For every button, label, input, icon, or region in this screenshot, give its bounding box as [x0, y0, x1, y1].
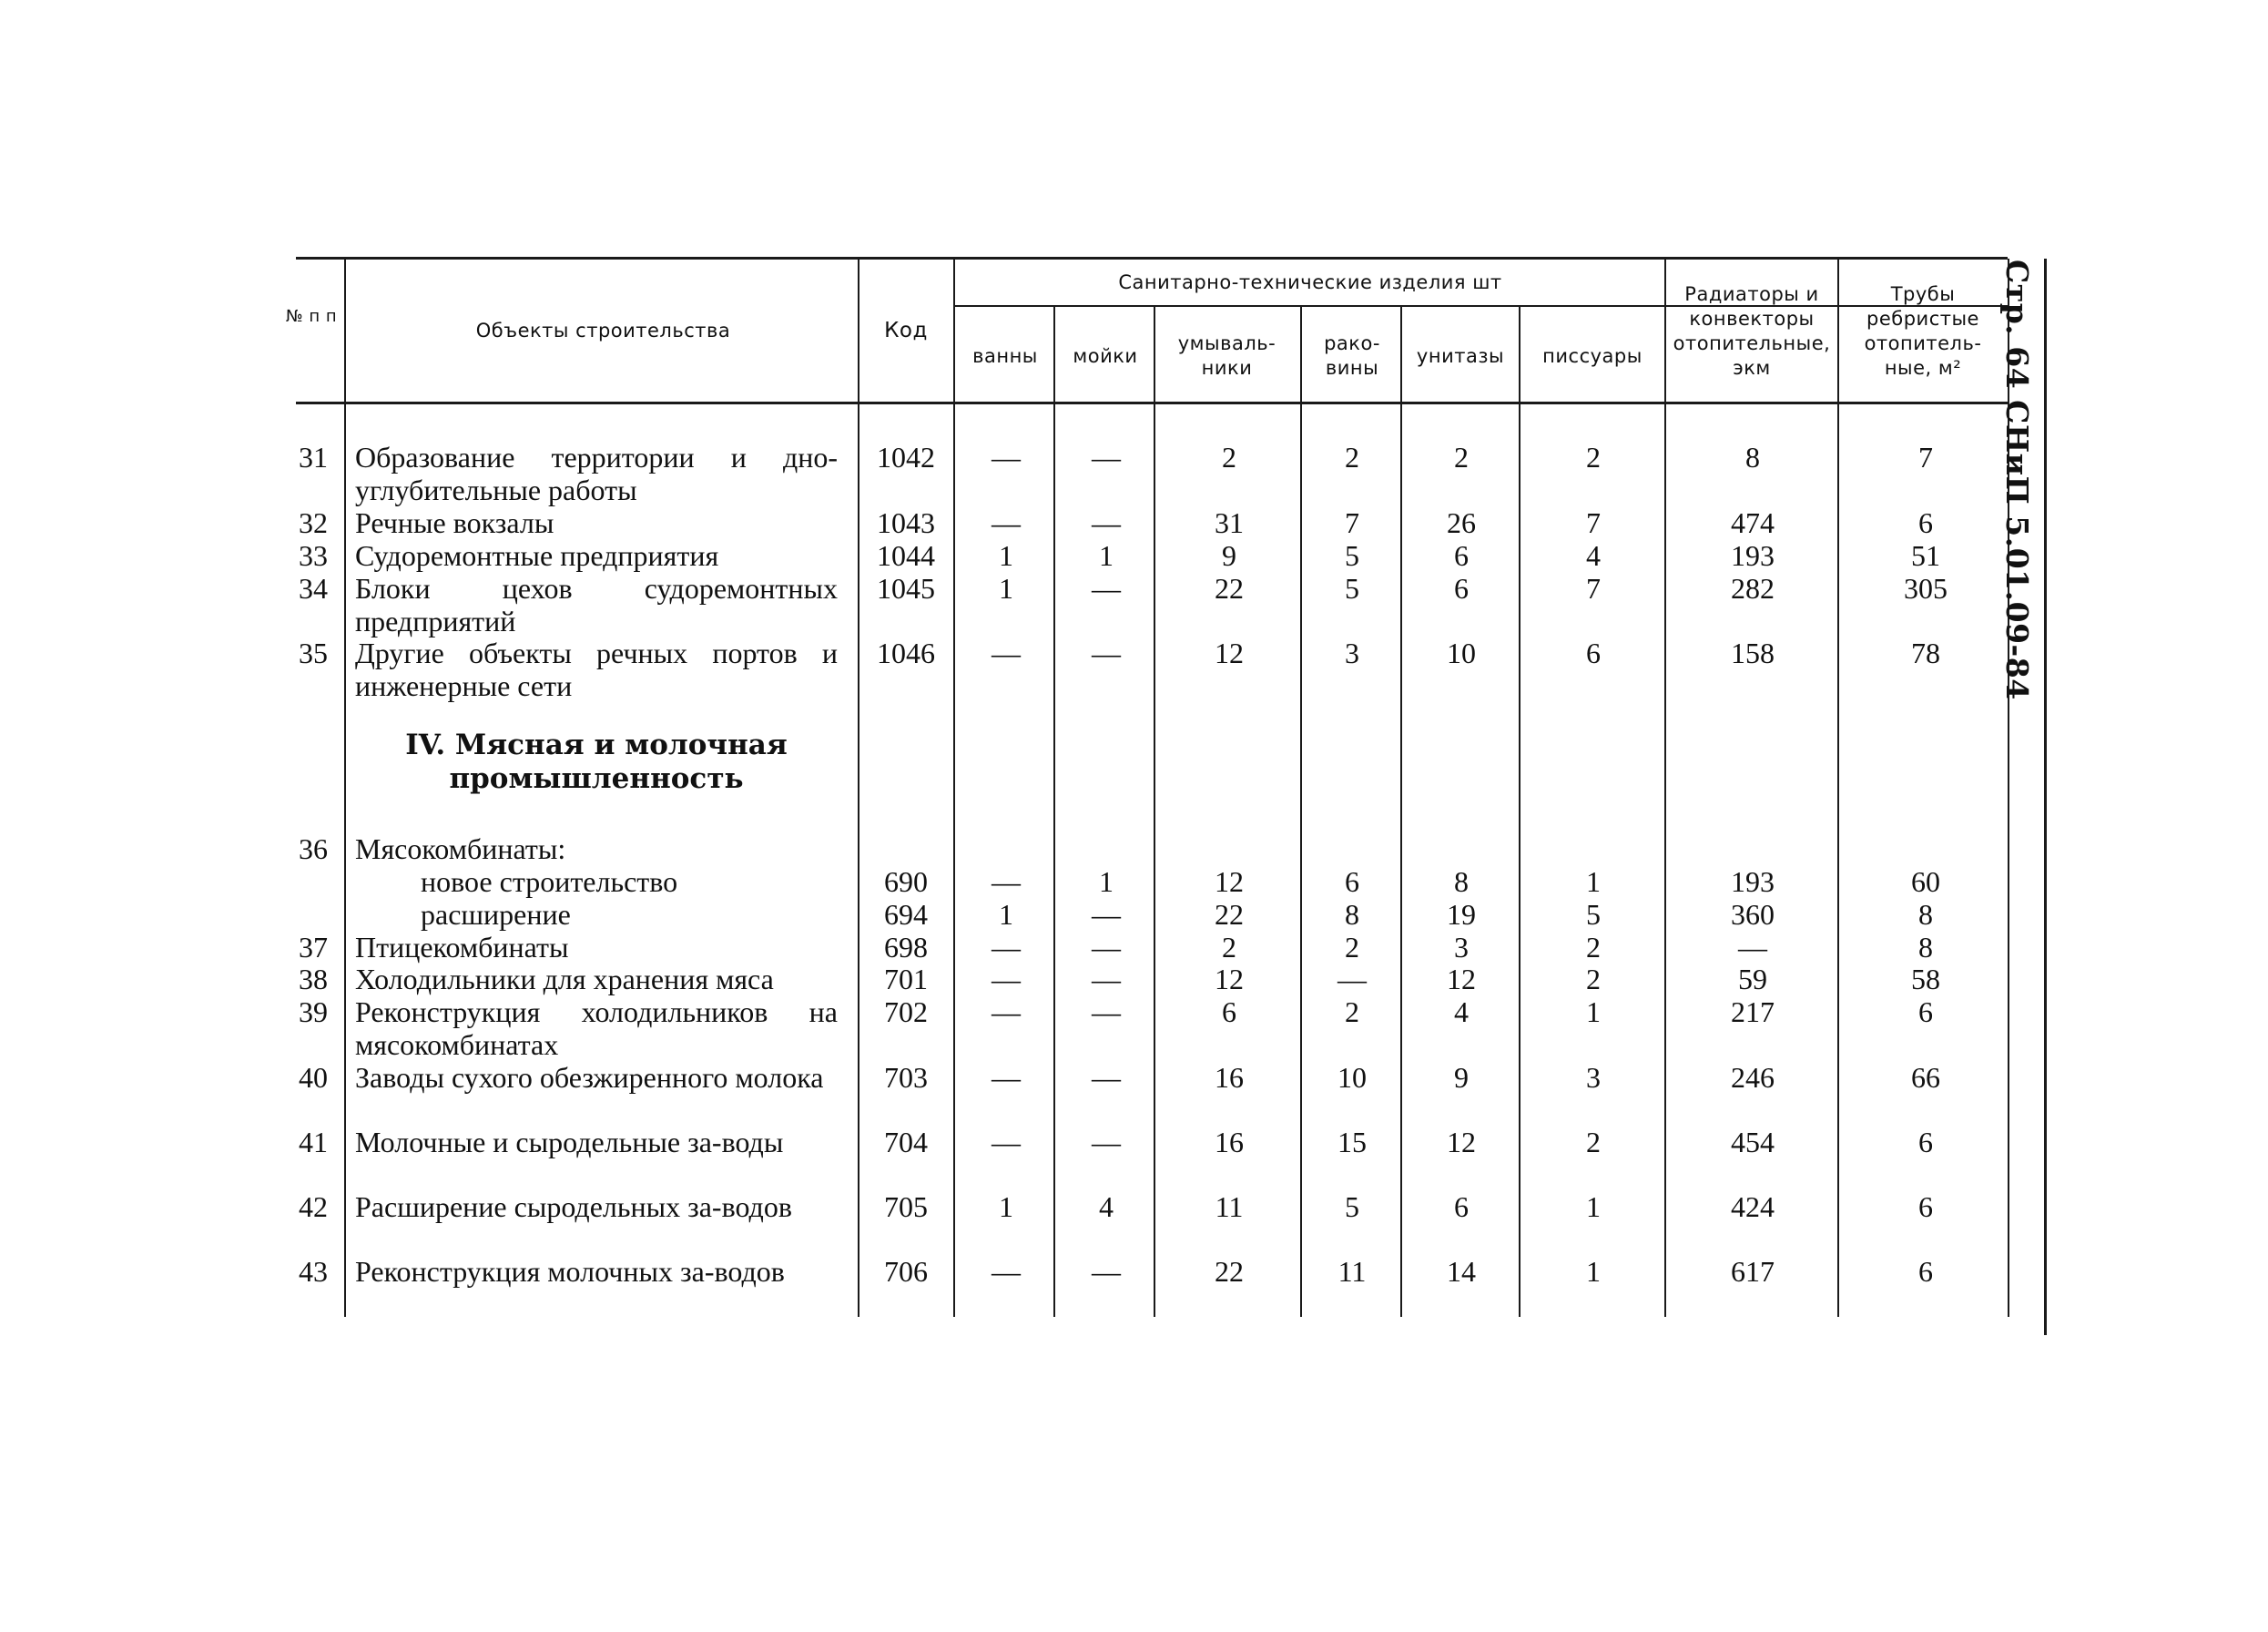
object-code: 690: [884, 865, 928, 898]
sink-count: —: [1092, 441, 1121, 474]
bath-count: 1: [999, 572, 1013, 605]
page-edge-rule: [2044, 259, 2047, 1335]
toilet-count: 6: [1454, 1190, 1469, 1223]
bath-count: 1: [999, 898, 1013, 931]
sink2-count: 5: [1345, 572, 1359, 605]
urinal-count: 3: [1586, 1061, 1601, 1094]
sink2-count: 6: [1345, 865, 1359, 898]
pipes-value: 51: [1911, 539, 1940, 572]
pipes-value: 6: [1918, 1126, 1933, 1158]
urinal-count: 1: [1586, 1190, 1601, 1223]
toilet-count: 6: [1454, 539, 1469, 572]
radiators-value: 193: [1731, 865, 1775, 898]
sink2-count: 2: [1345, 441, 1359, 474]
object-name: Мясокомбинаты:: [355, 832, 566, 865]
toilet-count: 12: [1447, 1126, 1476, 1158]
object-name: расширение: [421, 898, 571, 931]
sink2-count: 15: [1337, 1126, 1367, 1158]
washbasin-count: 31: [1215, 506, 1244, 539]
toilet-count: 4: [1454, 995, 1469, 1028]
washbasin-count: 12: [1215, 637, 1244, 669]
radiators-value: 282: [1731, 572, 1775, 605]
pipes-value: 6: [1918, 1255, 1933, 1288]
urinal-count: 5: [1586, 898, 1601, 931]
row-number: 31: [299, 441, 328, 474]
urinal-count: 7: [1586, 572, 1601, 605]
sink-count: —: [1092, 637, 1121, 669]
bath-count: 1: [999, 1190, 1013, 1223]
table-top-rule: [296, 257, 2008, 260]
toilet-count: 12: [1447, 963, 1476, 995]
sink2-count: 2: [1345, 931, 1359, 964]
urinal-count: 2: [1586, 931, 1601, 964]
object-code: 694: [884, 898, 928, 931]
sink2-count: 8: [1345, 898, 1359, 931]
radiators-value: 246: [1731, 1061, 1775, 1094]
header-bath: ванны: [972, 345, 1038, 367]
urinal-count: 1: [1586, 1255, 1601, 1288]
urinal-count: 4: [1586, 539, 1601, 572]
col-rule-1: [344, 259, 346, 1317]
object-name: Блоки цехов судоремонтных предприятий: [355, 572, 838, 638]
header-toilet: унитазы: [1416, 345, 1505, 367]
washbasin-count: 6: [1222, 995, 1236, 1028]
row-number: 42: [299, 1190, 328, 1223]
sink2-count: —: [1337, 963, 1367, 995]
urinal-count: 2: [1586, 441, 1601, 474]
header-radiators: Радиаторы и конвекторы отопительные, экм: [1673, 283, 1831, 379]
sink2-count: 10: [1337, 1061, 1367, 1094]
object-code: 1044: [877, 539, 935, 572]
row-number: 35: [299, 637, 328, 669]
sink-count: —: [1092, 995, 1121, 1028]
object-name: Молочные и сыродельные за-воды: [355, 1126, 784, 1158]
header-num: № п п: [285, 307, 338, 326]
radiators-value: 193: [1731, 539, 1775, 572]
bath-count: —: [992, 931, 1021, 964]
header-urinal: писсуары: [1542, 345, 1643, 367]
object-name: Заводы сухого обезжиренного молока: [355, 1061, 824, 1094]
sink-count: —: [1092, 1061, 1121, 1094]
header-code: Код: [884, 319, 928, 342]
object-code: 698: [884, 931, 928, 964]
washbasin-count: 16: [1215, 1061, 1244, 1094]
toilet-count: 26: [1447, 506, 1476, 539]
sink2-count: 2: [1345, 995, 1359, 1028]
object-code: 1042: [877, 441, 935, 474]
object-name: Судоремонтные предприятия: [355, 539, 719, 572]
row-number: 32: [299, 506, 328, 539]
bath-count: —: [992, 637, 1021, 669]
washbasin-count: 11: [1215, 1190, 1244, 1223]
header-sink2: рако-вины: [1324, 332, 1380, 379]
row-number: 43: [299, 1255, 328, 1288]
washbasin-count: 22: [1215, 1255, 1244, 1288]
header-bottom-rule: [296, 402, 2008, 404]
sink-count: —: [1092, 898, 1121, 931]
washbasin-count: 16: [1215, 1126, 1244, 1158]
toilet-count: 6: [1454, 572, 1469, 605]
washbasin-count: 22: [1215, 572, 1244, 605]
object-name: Птицекомбинаты: [355, 931, 569, 964]
washbasin-count: 12: [1215, 963, 1244, 995]
page-side-caption: Стр. 64 СНиП 5.01.09-84: [1999, 260, 2035, 700]
bath-count: —: [992, 963, 1021, 995]
bath-count: 1: [999, 539, 1013, 572]
radiators-value: 217: [1731, 995, 1775, 1028]
urinal-count: 2: [1586, 1126, 1601, 1158]
sink-count: —: [1092, 1255, 1121, 1288]
object-code: 701: [884, 963, 928, 995]
washbasin-count: 9: [1222, 539, 1236, 572]
pipes-value: 7: [1918, 441, 1933, 474]
pipes-value: 6: [1918, 1190, 1933, 1223]
sink-count: —: [1092, 572, 1121, 605]
radiators-value: 474: [1731, 506, 1775, 539]
toilet-count: 14: [1447, 1255, 1476, 1288]
sink2-count: 3: [1345, 637, 1359, 669]
pipes-value: 8: [1918, 898, 1933, 931]
object-code: 706: [884, 1255, 928, 1288]
radiators-value: 360: [1731, 898, 1775, 931]
sink2-count: 5: [1345, 1190, 1359, 1223]
object-name: новое строительство: [421, 865, 678, 898]
washbasin-count: 2: [1222, 441, 1236, 474]
radiators-value: 424: [1731, 1190, 1775, 1223]
radiators-value: 158: [1731, 637, 1775, 669]
bath-count: —: [992, 865, 1021, 898]
sink-count: 1: [1099, 865, 1114, 898]
toilet-count: 2: [1454, 441, 1469, 474]
object-name: Расширение сыродельных за-водов: [355, 1190, 792, 1223]
pipes-value: 6: [1918, 506, 1933, 539]
sink-count: —: [1092, 506, 1121, 539]
object-code: 705: [884, 1190, 928, 1223]
section-title: IV. Мясная и молочная промышленность: [405, 729, 788, 795]
pipes-value: 6: [1918, 995, 1933, 1028]
radiators-value: 59: [1738, 963, 1767, 995]
object-code: 704: [884, 1126, 928, 1158]
object-name: Речные вокзалы: [355, 506, 554, 539]
object-name: Реконструкция молочных за-водов: [355, 1255, 785, 1288]
object-code: 1043: [877, 506, 935, 539]
row-number: 41: [299, 1126, 328, 1158]
object-name: Холодильники для хранения мяса: [355, 963, 774, 995]
row-number: 40: [299, 1061, 328, 1094]
urinal-count: 7: [1586, 506, 1601, 539]
row-number: 33: [299, 539, 328, 572]
object-name: Образование территории и дно-углубительные работы: [355, 441, 838, 506]
toilet-count: 19: [1447, 898, 1476, 931]
pipes-value: 58: [1911, 963, 1940, 995]
sink-count: 1: [1099, 539, 1114, 572]
urinal-count: 6: [1586, 637, 1601, 669]
radiators-value: 454: [1731, 1126, 1775, 1158]
washbasin-count: 12: [1215, 865, 1244, 898]
row-number: 38: [299, 963, 328, 995]
header-sink: мойки: [1073, 345, 1138, 367]
sink-count: —: [1092, 931, 1121, 964]
toilet-count: 3: [1454, 931, 1469, 964]
header-object: Объекты строительства: [475, 320, 731, 342]
bath-count: —: [992, 1061, 1021, 1094]
row-number: 37: [299, 931, 328, 964]
header-washbasin: умываль-ники: [1177, 332, 1276, 379]
row-number: 39: [299, 995, 328, 1028]
bath-count: —: [992, 1126, 1021, 1158]
sink2-count: 5: [1345, 539, 1359, 572]
washbasin-count: 2: [1222, 931, 1236, 964]
toilet-count: 8: [1454, 865, 1469, 898]
radiators-value: 8: [1745, 441, 1760, 474]
radiators-value: —: [1738, 931, 1767, 964]
header-sanitary-group: Санитарно-технические изделия шт: [1118, 271, 1502, 293]
header-pipes: Трубы ребристые отопитель-ные, м²: [1864, 283, 1982, 379]
sink-count: —: [1092, 963, 1121, 995]
row-number: 36: [299, 832, 328, 865]
pipes-value: 60: [1911, 865, 1940, 898]
toilet-count: 10: [1447, 637, 1476, 669]
pipes-value: 66: [1911, 1061, 1940, 1094]
pipes-value: 305: [1904, 572, 1948, 605]
washbasin-count: 22: [1215, 898, 1244, 931]
bath-count: —: [992, 1255, 1021, 1288]
radiators-value: 617: [1731, 1255, 1775, 1288]
pipes-value: 8: [1918, 931, 1933, 964]
pipes-value: 78: [1911, 637, 1940, 669]
urinal-count: 1: [1586, 865, 1601, 898]
sink-count: —: [1092, 1126, 1121, 1158]
urinal-count: 1: [1586, 995, 1601, 1028]
object-code: 1045: [877, 572, 935, 605]
sink-count: 4: [1099, 1190, 1114, 1223]
object-name: Другие объекты речных портов и инженерные сети: [355, 637, 838, 702]
object-code: 702: [884, 995, 928, 1028]
row-number: 34: [299, 572, 328, 605]
bath-count: —: [992, 506, 1021, 539]
object-name: Реконструкция холодильников на мясокомбинатах: [355, 995, 838, 1061]
object-code: 703: [884, 1061, 928, 1094]
bath-count: —: [992, 995, 1021, 1028]
urinal-count: 2: [1586, 963, 1601, 995]
toilet-count: 9: [1454, 1061, 1469, 1094]
bath-count: —: [992, 441, 1021, 474]
object-code: 1046: [877, 637, 935, 669]
sink2-count: 11: [1337, 1255, 1367, 1288]
sink2-count: 7: [1345, 506, 1359, 539]
